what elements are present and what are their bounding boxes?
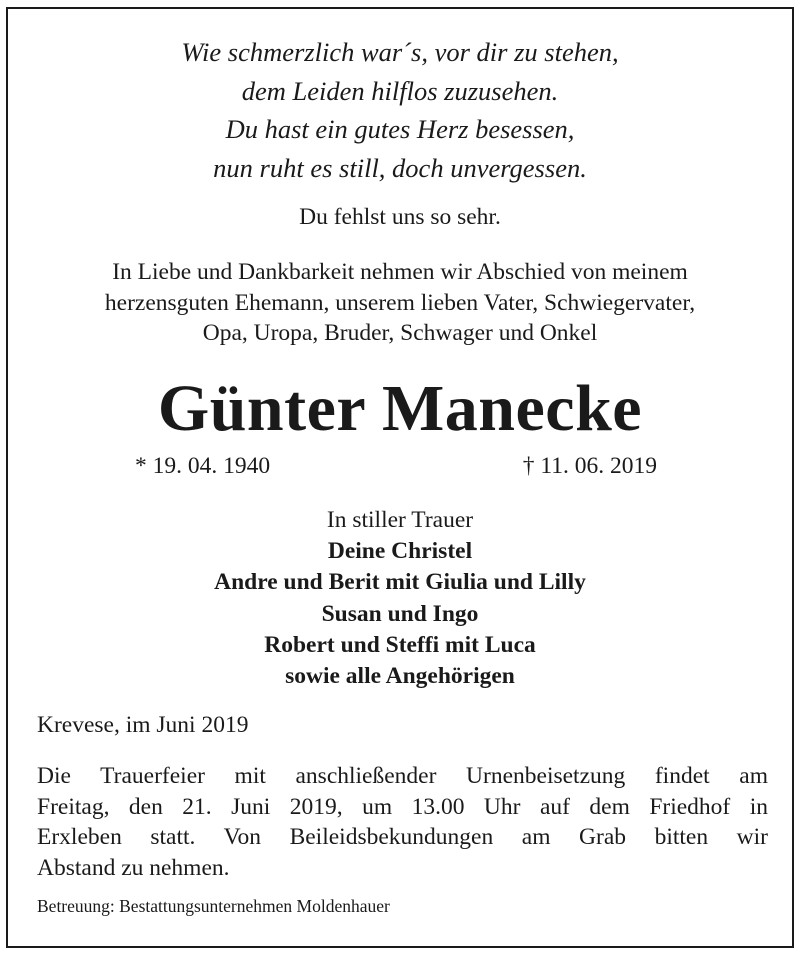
farewell-line: herzensguten Ehemann, unserem lieben Vater, Schwiegervater, <box>104 289 696 316</box>
farewell-line: In Liebe und Dankbarkeit nehmen wir Abschied von meinem <box>112 259 688 285</box>
memorial-poem <box>8 33 792 187</box>
mourners-list <box>8 505 792 692</box>
death-date: † 11. 06. 2019 <box>522 453 657 479</box>
mourner-line: Deine Christel <box>327 538 473 565</box>
poem-line: nun ruht es still, doch unvergessen. <box>213 152 587 183</box>
ceremony-line: Freitag, den 21. Juni 2019, um 13.00 Uhr auf dem Friedhof in <box>37 793 768 820</box>
mourner-line: Andre und Berit mit Giulia und Lilly <box>214 569 586 596</box>
mourner-line: sowie alle Angehörigen <box>285 663 515 690</box>
mourners-heading: In stiller Trauer <box>326 507 474 533</box>
ceremony-line: Die Trauerfeier mit anschließender Urnenbeisetzung findet am <box>37 763 768 789</box>
place-date: Krevese, im Juni 2019 <box>37 712 249 738</box>
ceremony-info <box>37 761 768 883</box>
poem-line: Wie schmerzlich war´s, vor dir zu stehen, <box>181 37 619 67</box>
farewell-text <box>8 257 792 349</box>
farewell-line: Opa, Uropa, Bruder, Schwager und Onkel <box>202 320 598 346</box>
mourner-line: Robert und Steffi mit Luca <box>264 631 536 658</box>
birth-date: * 19. 04. 1940 <box>135 453 271 479</box>
ceremony-line: Abstand zu nehmen. <box>37 854 230 881</box>
poem-line: Du hast ein gutes Herz besessen, <box>225 114 575 144</box>
funeral-home-credit: Betreuung: Bestattungsunternehmen Moldenhauer <box>37 896 390 916</box>
poem-line: dem Leiden hilflos zuzusehen. <box>241 75 559 106</box>
deceased-name: Günter Manecke <box>157 372 643 445</box>
obituary-notice <box>6 7 794 948</box>
mourner-line: Susan und Ingo <box>321 600 479 627</box>
ceremony-line: Erxleben statt. Von Beileidsbekundungen am Grab bitten wir <box>37 824 768 850</box>
missed-line: Du fehlst uns so sehr. <box>299 204 501 230</box>
